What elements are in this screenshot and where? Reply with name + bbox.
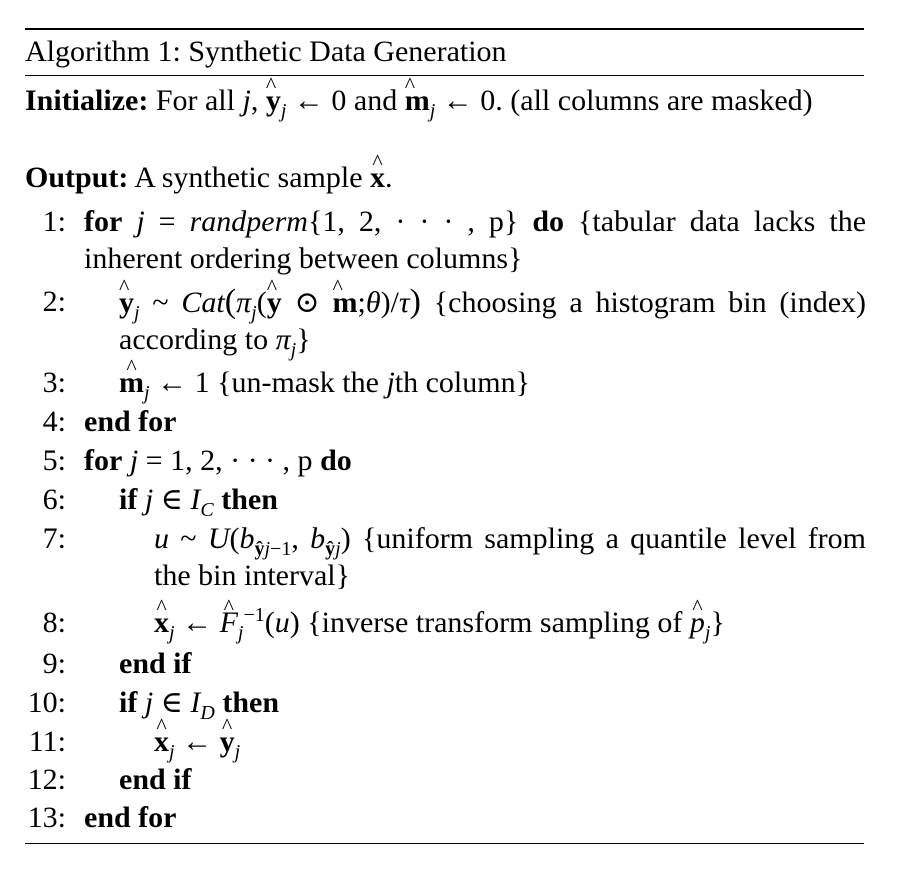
line-number: 4: [42,405,66,438]
output-label: Output: [25,161,129,194]
line-3-comment-a: {un-mask the [217,366,379,399]
initialize-label: Initialize: [25,84,149,117]
line-3-comment-b: th column} [394,366,531,399]
initialize-statement: Initialize: For all j, ^ $y_j$ ← 0 and ^ $m_j$ ← 0. (all columns are masked) [25,82,867,119]
initialize-text-a: For all [155,84,235,117]
line-1-comment: {tabular data lacks the inherent ordering between columns} [84,205,867,275]
line-number: 2: [42,285,66,318]
line-8-comment: {inverse transform sampling of [307,606,683,639]
output-statement: Output: A synthetic sample ^ x. [25,159,867,196]
line-7-comment: {uniform sampling a quantile level from the bin interval} [154,522,867,592]
line-number: 9: [42,647,66,680]
line-2-comment: {choosing a histogram bin (index) according to [119,286,867,356]
line-number: 8: [42,606,66,639]
algorithm-title: Algorithm 1: Synthetic Data Generation [25,35,507,68]
line-number: 5: [42,444,66,477]
initialize-text-c: . (all columns are masked) [495,84,813,117]
output-text: A synthetic sample [134,161,363,194]
line-number: 6: [42,483,66,516]
line-number: 1: [42,205,66,238]
title-rule [25,75,864,76]
line-number: 12: [27,763,66,796]
line-number: 11: [28,725,66,758]
line-number: 10: [27,686,66,719]
line-number: 3: [42,366,66,399]
line-number: 13: [27,801,66,834]
line-number: 7: [42,522,66,555]
initialize-text-b: and [353,84,398,117]
top-rule [25,28,864,30]
bottom-rule [25,843,864,844]
